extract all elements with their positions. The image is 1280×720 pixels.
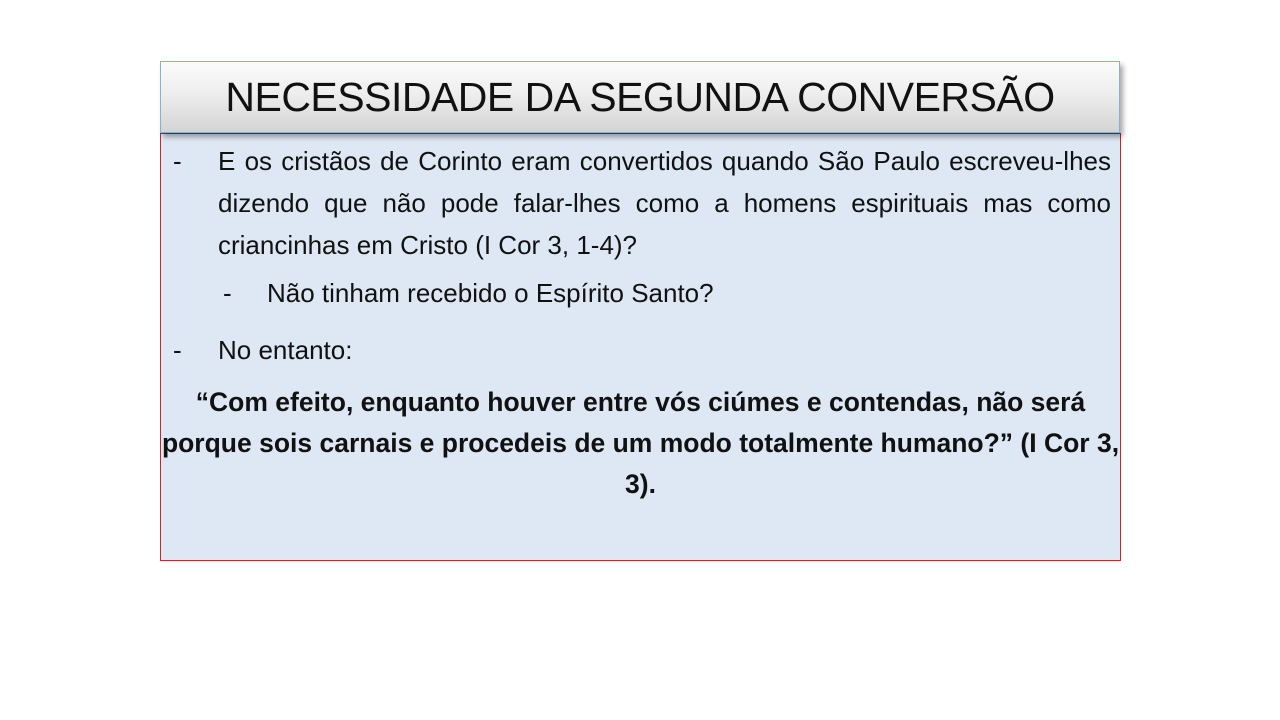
content-box: [160, 133, 1121, 561]
sub-bullet-text-holy-spirit: Não tinham recebido o Espírito Santo?: [267, 278, 714, 308]
bullet-text-corinth-question: E os cristãos de Corinto eram convertidos quando São Paulo escreveu-lhes dizendo que não pode falar-lhes como a homens espirituais mas como criancinhas em Cristo (I Cor 3, 1-4)?: [218, 146, 1111, 260]
bullet-marker: -: [173, 335, 182, 365]
title-box: [160, 61, 1120, 133]
bullet-text-however: No entanto:: [218, 335, 353, 365]
sub-bullet-marker: -: [223, 278, 232, 308]
bullet-marker: -: [173, 146, 182, 176]
scripture-quote: “Com efeito, enquanto houver entre vós ciúmes e contendas, não será porque sois carnais e procedeis de um modo totalmente humano?” (I Cor 3, 3).: [161, 387, 1120, 499]
slide-title: NECESSIDADE DA SEGUNDA CONVERSÃO: [225, 73, 1055, 120]
